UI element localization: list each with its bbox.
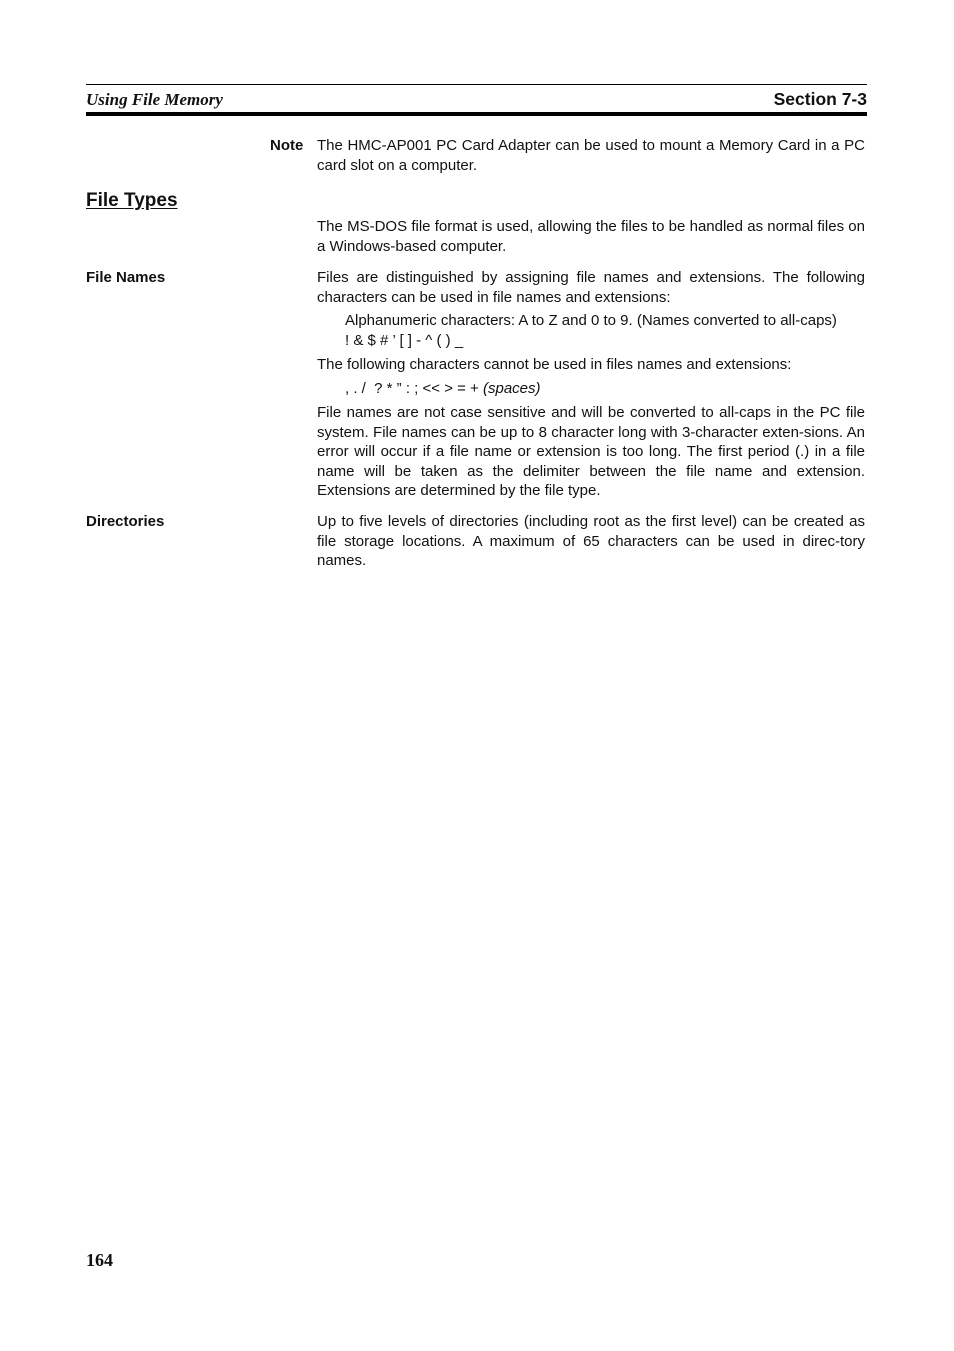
disallowed-spaces-note: (spaces) (483, 380, 541, 397)
allowed-characters-line-1: Alphanumeric characters: A to Z and 0 to 9. (Names converted to all-caps) (345, 312, 837, 329)
directories-label: Directories (86, 513, 165, 530)
header-bottom-rule (86, 112, 867, 116)
header-top-rule (86, 84, 867, 85)
file-names-label: File Names (86, 269, 166, 286)
file-names-intro: Files are distinguished by assigning file names and extensions. The following characters can be used in file names and extensions: (317, 269, 865, 306)
running-header-title: Using File Memory (86, 90, 223, 109)
disallowed-characters-line (345, 379, 865, 399)
section-heading-file-types: File Types (86, 190, 178, 211)
page-number: 164 (86, 1250, 113, 1270)
note-text: The HMC-AP001 PC Card Adapter can be used to mount a Memory Card in a PC card slot on a computer. (317, 137, 865, 174)
disallowed-characters-intro: The following characters cannot be used in files names and extensions: (317, 356, 792, 373)
allowed-characters-line-2: ! & $ # ’ [ ] - ^ ( ) _ (345, 331, 464, 349)
note-label: Note (270, 137, 304, 154)
section-number: Section 7-3 (773, 89, 867, 109)
disallowed-characters: , . / ? * ” : ; << > = + (345, 380, 483, 397)
file-types-paragraph: The MS-DOS file format is used, allowing the files to be handled as normal files on a Windows-based computer. (317, 218, 865, 255)
directories-paragraph: Up to five levels of directories (including root as the first level) can be created as file storage locations. A maximum of 65 characters can be used in direc-tory names. (317, 513, 865, 569)
file-names-details: File names are not case sensitive and will be converted to all-caps in the PC file system. File names can be up to 8 character long with 3-character exten-sions. An error will occur if a file name or extension is too long. The first period (.) in a file name will be taken as the delimiter between the file name and extension. Extensions are determined by the file type. (317, 404, 865, 499)
